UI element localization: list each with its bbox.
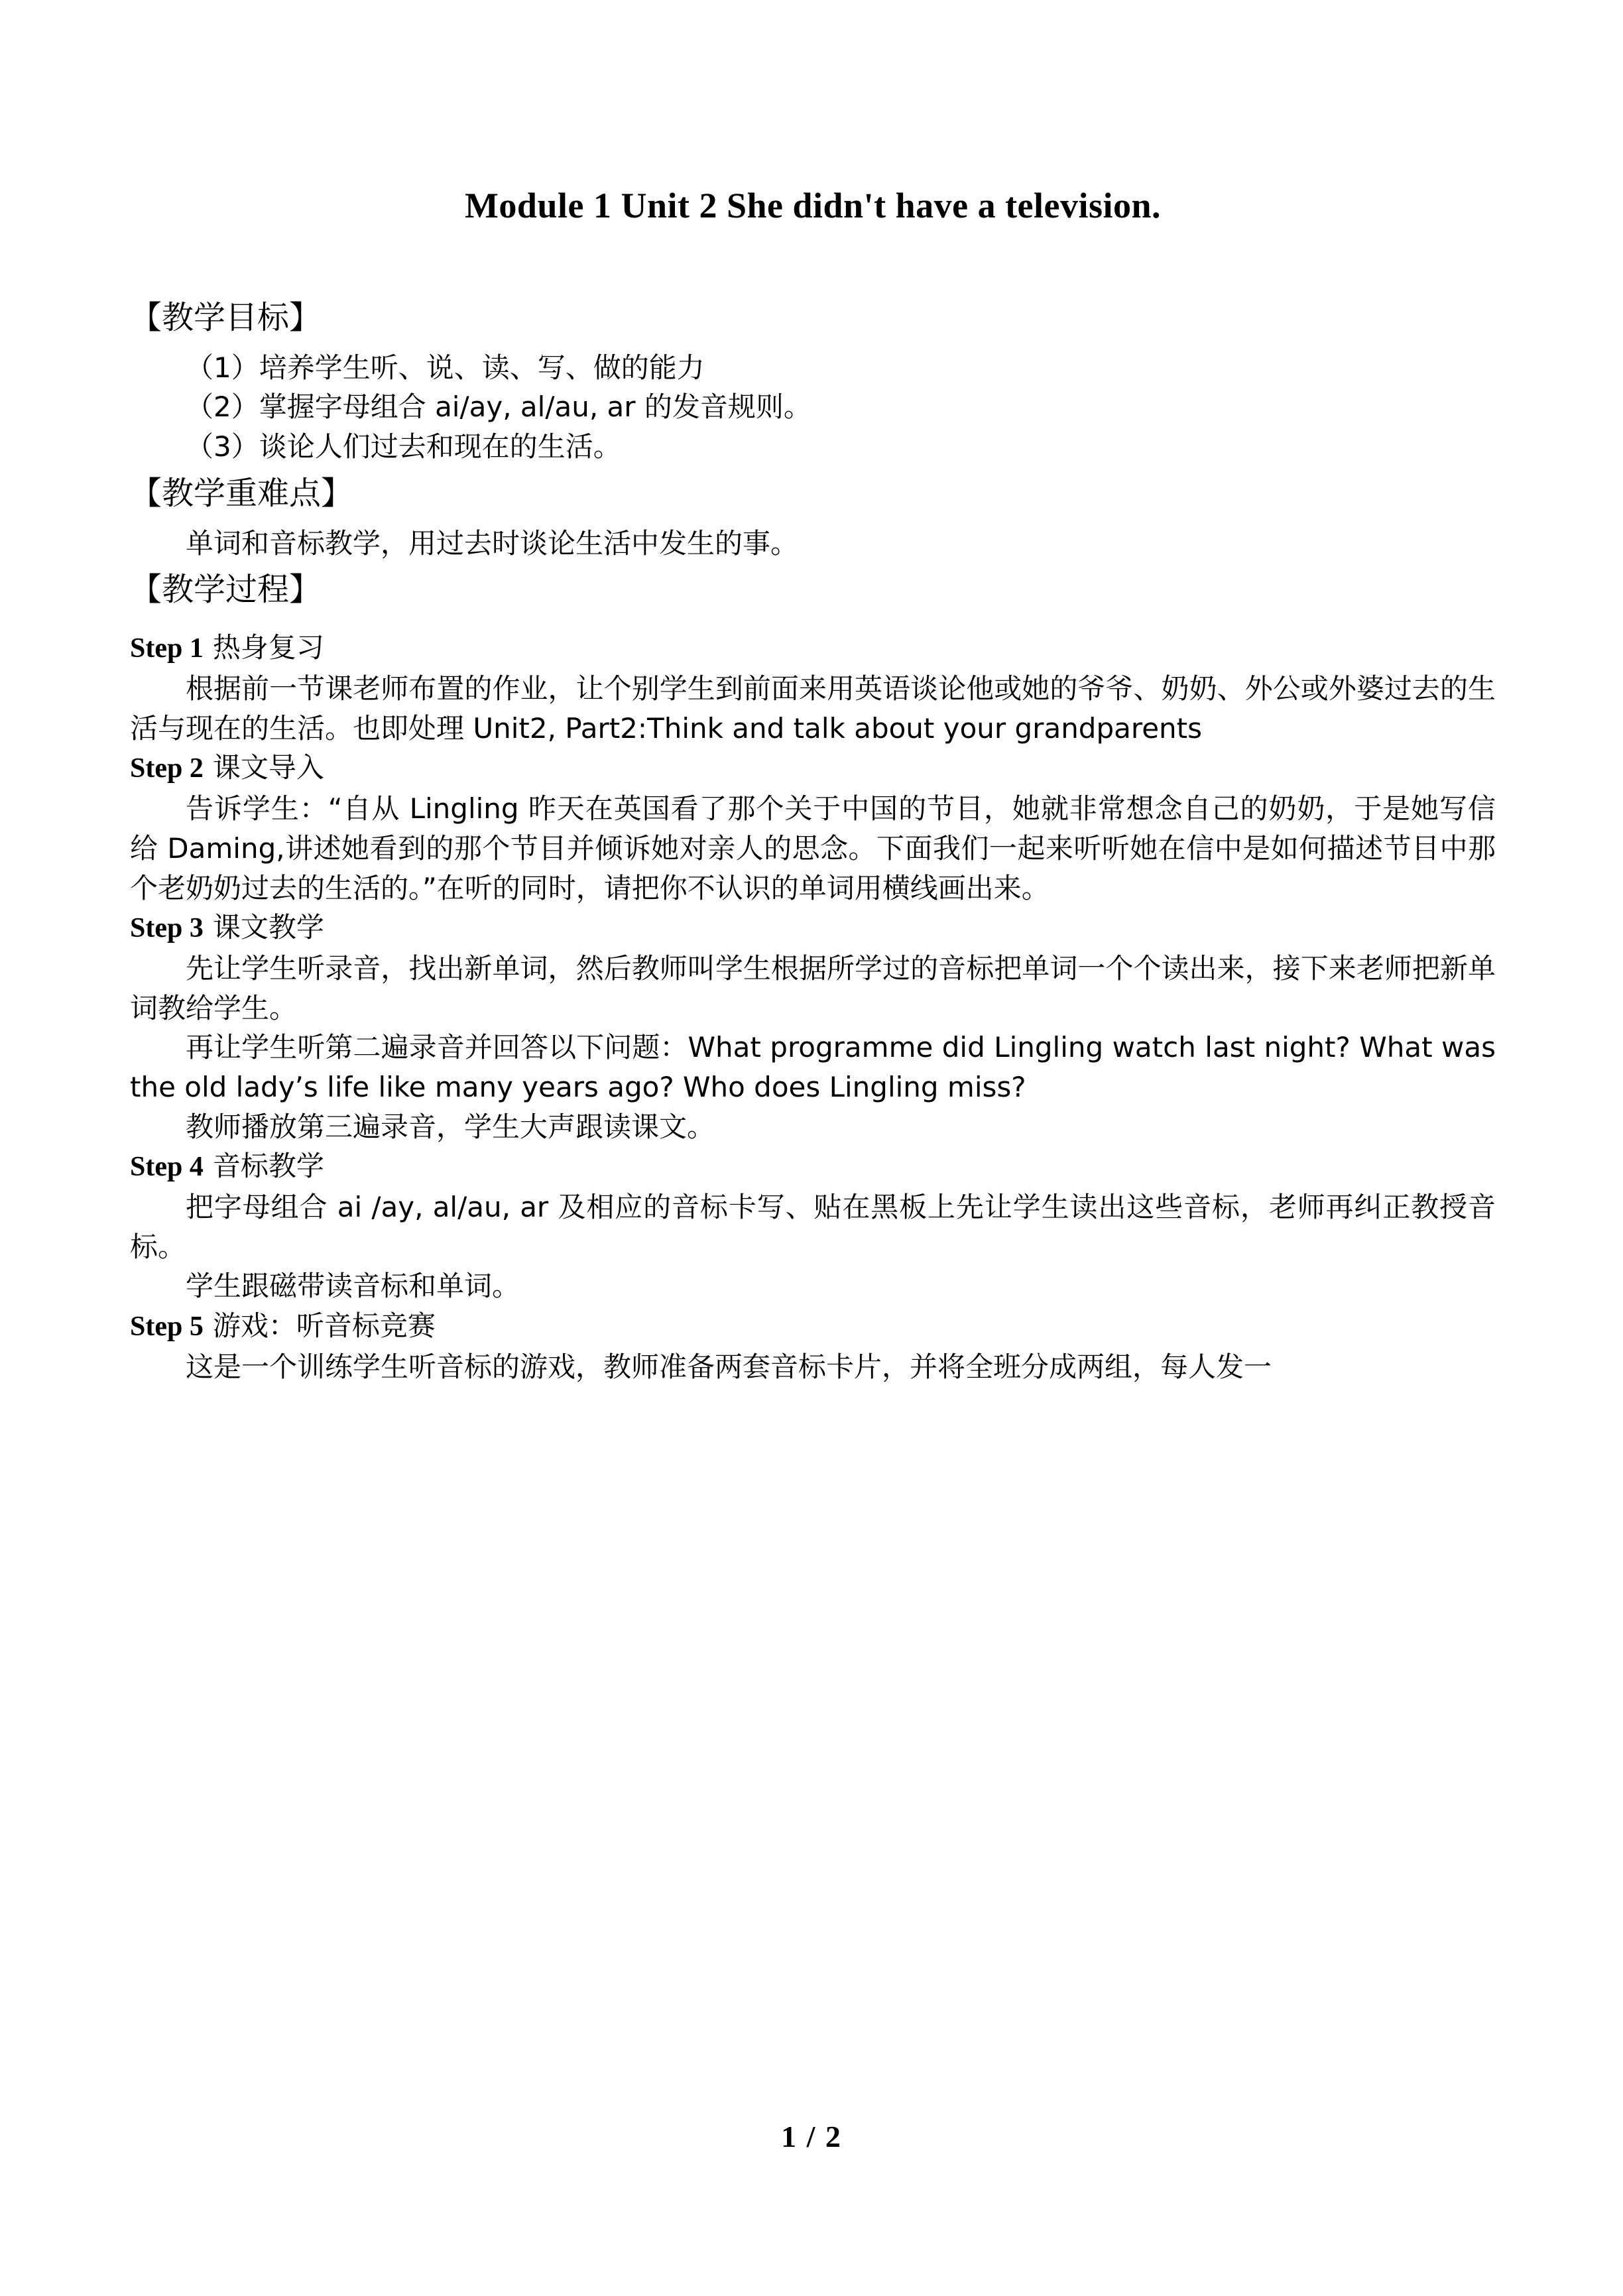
section-heading-process: 【教学过程】: [130, 571, 322, 609]
key-points-text: 单词和音标教学，用过去时谈论生活中发生的事。: [186, 526, 799, 560]
step-title: 课文导入: [212, 751, 324, 784]
step-title: 游戏：听音标竞赛: [212, 1309, 436, 1342]
step-title: 课文教学: [212, 911, 324, 944]
step-block: [130, 908, 1496, 1146]
page-title: Module 1 Unit 2 She didn't have a television.: [464, 186, 1162, 225]
page-number: 1 / 2: [781, 2120, 842, 2153]
step-label: Step 4: [130, 1152, 204, 1183]
step-label: Step 1: [130, 633, 204, 664]
spacer: [130, 227, 1496, 298]
objective-item-2: （2）掌握字母组合 ai/ay, al/au, ar 的发音规则。: [186, 391, 812, 424]
step-heading-5: [130, 1306, 1496, 1347]
step-block: [130, 1306, 1496, 1387]
step-heading-3: [130, 908, 1496, 949]
step-paragraph: 告诉学生：“自从 Lingling 昨天在英国看了那个关于中国的节目，她就非常想念自己的奶奶，于是她写信给 Daming,讲述她看到的那个节目并倾诉她对亲人的思念。下面我们一起来听听她在信中是如何描述节目中那个老奶奶过去的生活的。”在听的同时，请把你不认识的单词用横线画出来。: [130, 792, 1496, 904]
step-paragraph: 学生跟磁带读音标和单词。: [186, 1270, 520, 1303]
document-body: [130, 0, 1496, 1387]
section-heading-key-points: 【教学重难点】: [130, 474, 353, 512]
step-paragraph: 教师播放第三遍录音，学生大声跟读课文。: [186, 1110, 715, 1143]
step-title: 热身复习: [212, 631, 324, 664]
step-paragraph: 这是一个训练学生听音标的游戏，教师准备两套音标卡片，并将全班分成两组，每人发一: [186, 1350, 1272, 1383]
objective-item-3: （3）谈论人们过去和现在的生活。: [186, 430, 621, 463]
step-label: Step 2: [130, 753, 204, 784]
spacer: [130, 337, 1496, 348]
step-paragraph: 根据前一节课老师布置的作业，让个别学生到前面来用英语谈论他或她的爷爷、奶奶、外公或外婆过去的生活与现在的生活。也即处理 Unit2, Part2:Think and talk about your grandparents: [130, 672, 1496, 745]
step-block: [130, 748, 1496, 908]
spacer: [130, 513, 1496, 524]
step-label: Step 3: [130, 913, 204, 944]
step-title: 音标教学: [212, 1150, 324, 1183]
step-paragraph: 把字母组合 ai /ay, al/au, ar 及相应的音标卡写、贴在黑板上先让学生读出这些音标，老师再纠正教授音标。: [130, 1191, 1496, 1263]
step-heading-1: [130, 628, 1496, 669]
step-block: [130, 628, 1496, 748]
step-label: Step 5: [130, 1311, 204, 1342]
step-paragraph: 先让学生听录音，找出新单词，然后教师叫学生根据所学过的音标把单词一个个读出来，接下来老师把新单词教给学生。: [130, 952, 1496, 1024]
step-paragraph: 再让学生听第二遍录音并回答以下问题：What programme did Lingling watch last night? What was the old lady’s life like many years ago? Who does Lingling miss?: [130, 1031, 1496, 1103]
step-block: [130, 1146, 1496, 1306]
step-heading-2: [130, 748, 1496, 789]
spacer: [130, 609, 1496, 628]
spacer: [130, 467, 1496, 473]
section-heading-objectives: 【教学目标】: [130, 298, 322, 336]
objective-item-1: （1）培养学生听、说、读、写、做的能力: [186, 351, 705, 384]
step-heading-4: [130, 1146, 1496, 1187]
spacer: [130, 563, 1496, 570]
